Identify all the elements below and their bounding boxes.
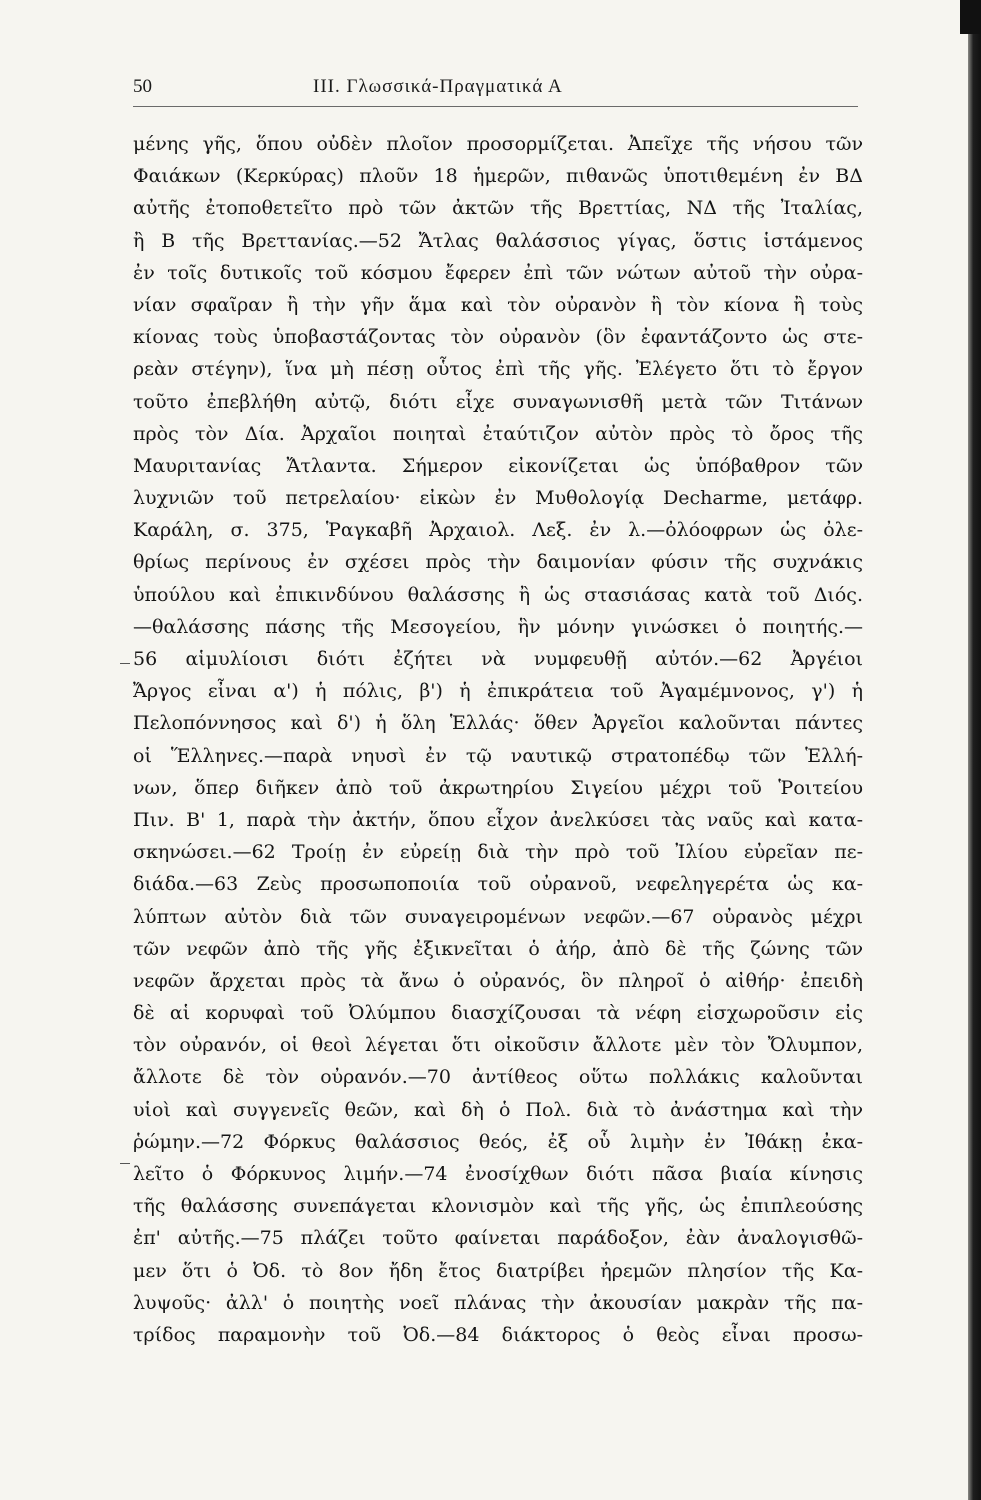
text-line: δὲ αἱ κορυφαὶ τοῦ Ὀλύμπου διασχίζουσαι τὰ νέφη εἰσχωροῦσιν εἰς [133, 1002, 863, 1025]
text-line: ὑπούλου καὶ ἐπικινδύνου θαλάσσης ἢ ὡς στασιάσας κατὰ τοῦ Διός. [133, 583, 863, 606]
text-line: 56 αἱμυλίοισι διότι ἐζήτει νὰ νυμφευθῇ αὐτόν.—62 Ἀργέιοι [133, 648, 863, 670]
text-line: μεν ὅτι ὁ Ὀδ. τὸ 8ον ἤδη ἔτος διατρίβει ἠρεμῶν πλησίον τῆς Κα- [133, 1259, 863, 1282]
text-line: Καράλη, σ. 375, Ῥαγκαβῆ Ἀρχαιολ. Λεξ. ἐν λ.—ὀλόοφρων ὡς ὀλε- [133, 519, 863, 542]
text-line: ἄλλοτε δὲ τὸν οὐρανόν.—70 ἀντίθεος οὕτω πολλάκις καλοῦνται [133, 1066, 863, 1089]
text-line: Πελοπόννησος καὶ δ') ἡ ὅλη Ἑλλάς· ὅθεν Ἀργεῖοι καλοῦνται πάντες [133, 712, 863, 735]
text-line: υἱοὶ καὶ συγγενεῖς θεῶν, καὶ δὴ ὁ Πολ. διὰ τὸ ἀνάστημα καὶ τὴν [133, 1098, 863, 1121]
text-line: νίαν σφαῖραν ἢ τὴν γῆν ἅμα καὶ τὸν οὐρανὸν ἢ τὸν κίονα ἢ τοὺς [133, 293, 863, 316]
page-number: 50 [133, 76, 152, 97]
text-line: διάδα.—63 Ζεὺς προσωποποιία τοῦ οὐρανοῦ, νεφεληγερέτα ὡς κα- [133, 873, 863, 896]
text-line: —θαλάσσης πάσης τῆς Μεσογείου, ἣν μόνην γινώσκει ὁ ποιητής.— [133, 615, 863, 638]
text-line: μένης γῆς, ὅπου οὐδὲν πλοῖον προσορμίζεται. Ἀπεῖχε τῆς νήσου τῶν [133, 133, 863, 155]
text-line: ἢ Β τῆς Βρεττανίας.—52 Ἄτλας θαλάσσιος γίγας, ὅστις ἱστάμενος [133, 229, 863, 252]
text-line: λεῖτο ὁ Φόρκυνος λιμήν.—74 ἐνοσίχθων διότι πᾶσα βιαία κίνησις [133, 1163, 863, 1185]
text-line: Ἄργος εἶναι α') ἡ πόλις, β') ἡ ἐπικράτεια τοῦ Ἀγαμέμνονος, γ') ἡ [133, 680, 863, 703]
margin-mark [120, 1163, 130, 1164]
text-line: Φαιάκων (Κερκύρας) πλοῦν 18 ἡμερῶν, πιθανῶς ὑποτιθεμένη ἐν ΒΔ [133, 165, 863, 188]
text-line: Μαυριτανίας Ἄτλαντα. Σήμερον εἰκονίζεται ὡς ὑπόβαθρον τῶν [133, 454, 863, 477]
text-line: σκηνώσει.—62 Τροίῃ ἐν εὐρείῃ διὰ τὴν πρὸ τοῦ Ἰλίου εὐρεῖαν πε- [133, 841, 863, 864]
text-line: λυχνιῶν τοῦ πετρελαίου· εἰκὼν ἐν Μυθολογίᾳ Decharme, μετάφρ. [133, 487, 863, 510]
text-line: τοῦτο ἐπεβλήθη αὐτῷ, διότι εἶχε συναγωνισθῆ μετὰ τῶν Τιτάνων [133, 390, 863, 413]
text-line: πρὸς τὸν Δία. Ἀρχαῖοι ποιηταὶ ἐταύτιζον αὐτὸν πρὸς τὸ ὄρος τῆς [133, 422, 863, 445]
text-line: ρεὰν στέγην), ἵνα μὴ πέσῃ οὗτος ἐπὶ τῆς γῆς. Ἐλέγετο ὅτι τὸ ἔργον [133, 358, 863, 381]
text-line: κίονας τοὺς ὑποβαστάζοντας τὸν οὐρανὸν (ὃν ἐφαντάζοντο ὡς στε- [133, 326, 863, 349]
text-line [133, 1351, 863, 1383]
text-line: νεφῶν ἄρχεται πρὸς τὰ ἄνω ὁ οὐρανός, ὃν πληροῖ ὁ αἰθήρ· ἐπειδὴ [133, 969, 863, 992]
text-line: νων, ὅπερ διῆκεν ἀπὸ τοῦ ἀκρωτηρίου Σιγείου μέχρι τοῦ Ῥοιτείου [133, 776, 863, 799]
text-line: οἱ Ἕλληνες.—παρὰ νηυσὶ ἐν τῷ ναυτικῷ στρατοπέδῳ τῶν Ἑλλή- [133, 744, 863, 767]
text-line: τρίδος παραμονὴν τοῦ Ὀδ.—84 διάκτορος ὁ θεὸς εἶναι προσω- [133, 1323, 863, 1346]
page-edge-shadow [968, 0, 981, 1500]
margin-mark [120, 663, 130, 664]
page-header [133, 74, 858, 114]
running-head: ΙΙΙ. Γλωσσικά-Πραγματικά Α [313, 76, 563, 97]
header-rule [133, 106, 858, 107]
text-line: ἐν τοῖς δυτικοῖς τοῦ κόσμου ἔφερεν ἐπὶ τῶν νώτων αὐτοῦ τὴν οὐρα- [133, 261, 863, 284]
text-line: αὐτῆς ἐτοποθετεῖτο πρὸ τῶν ἀκτῶν τῆς Βρεττίας, ΝΔ τῆς Ἰταλίας, [133, 197, 863, 220]
text-line: λύπτων αὐτὸν διὰ τῶν συναγειρομένων νεφῶν.—67 οὐρανὸς μέχρι [133, 905, 863, 928]
text-line: θρίως περίνους ἐν σχέσει πρὸς τὴν δαιμονίαν φύσιν τῆς συχνάκις [133, 551, 863, 574]
text-line: ῥώμην.—72 Φόρκυς θαλάσσιος θεός, ἐξ οὗ λιμὴν ἐν Ἰθάκῃ ἐκα- [133, 1130, 863, 1153]
commentary-text [133, 128, 863, 1383]
page-corner-shadow [960, 0, 981, 34]
text-line: Πιν. Β' 1, παρὰ τὴν ἀκτήν, ὅπου εἶχον ἀνελκύσει τὰς ναῦς καὶ κατα- [133, 808, 863, 831]
text-line: τῆς θαλάσσης συνεπάγεται κλονισμὸν καὶ τῆς γῆς, ὡς ἐπιπλεούσης [133, 1195, 863, 1218]
text-line: τῶν νεφῶν ἀπὸ τῆς γῆς ἐξικνεῖται ὁ ἀήρ, ἀπὸ δὲ τῆς ζώνης τῶν [133, 937, 863, 960]
text-line: τὸν οὐρανόν, οἱ θεοὶ λέγεται ὅτι οἰκοῦσιν ἄλλοτε μὲν τὸν Ὄλυμπον, [133, 1034, 863, 1057]
text-line: ἐπ' αὐτῆς.—75 πλάζει τοῦτο φαίνεται παράδοξον, ἐὰν ἀναλογισθῶ- [133, 1227, 863, 1250]
text-line: λυψοῦς· ἀλλ' ὁ ποιητὴς νοεῖ πλάνας τὴν ἀκουσίαν μακρὰν τῆς πα- [133, 1291, 863, 1314]
